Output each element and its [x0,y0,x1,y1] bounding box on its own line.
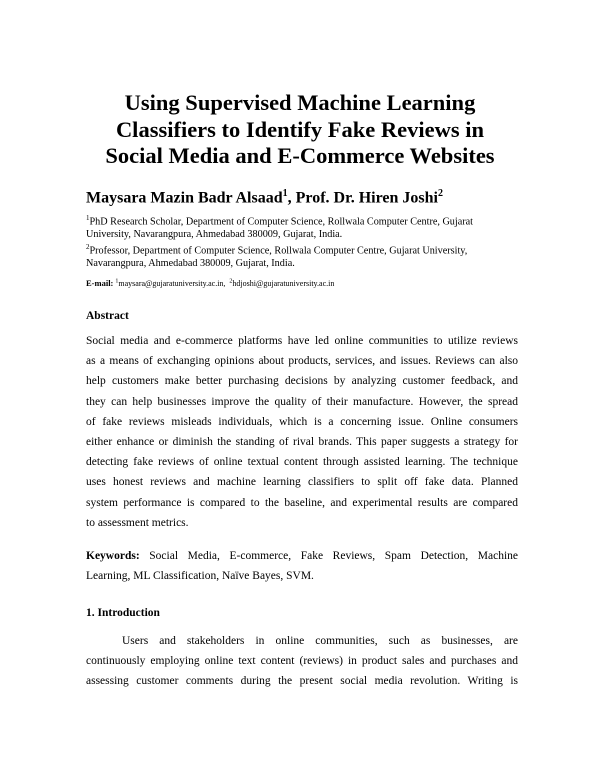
author-affiliation-mark: 1 [282,188,288,199]
author-name: Maysara Mazin Badr Alsaad [86,189,283,207]
introduction-body [86,631,518,692]
abstract-line: they can help businesses improve the quality of their manufacture. However, the spread [86,395,518,408]
affiliation-line: University, Navarangpura, Ahmedabad 380009, Gujarat, India. [86,228,343,240]
author-line [86,188,443,207]
author-affiliation-mark: 2 [437,188,443,199]
title-line: Classifiers to Identify Fake Reviews in [115,116,485,142]
keywords-line: Learning, ML Classification, Naïve Bayes, SVM. [86,570,314,583]
email-mark: 2 [229,278,233,285]
introduction-line: assessing customer comments during the present social media revolution. Writing is [86,675,518,688]
affiliation-line: PhD Research Scholar, Department of Computer Science, Rollwala Computer Centre, Gujarat [89,216,473,228]
affiliation-line: Navarangpura, Ahmedabad 380009, Gujarat, India. [86,257,295,269]
paper-title [40,90,560,170]
abstract-line: help customers make better purchasing decisions by analyzing customer feedback, and [86,375,518,388]
keywords-text: Social Media, E-commerce, Fake Reviews, Spam Detection, Machine [149,550,518,562]
abstract-line: of fake reviews misleads individuals, which is a concerning issue. Online consumers [86,415,518,428]
keywords-line [86,546,518,566]
abstract-line: system performance is compared to the baseline, and experimental results are compared [86,496,518,509]
title-line: Social Media and E-Commerce Websites [105,143,495,168]
title-line: Using Supervised Machine Learning [124,90,476,115]
abstract-line: either enhance or diminish the standing of rival brands. This paper suggests a strategy for [86,435,518,448]
email-label: E-mail: [86,278,114,288]
abstract-line: to assessment metrics. [86,516,189,529]
email-line [86,278,334,288]
abstract-line: as a means of exchanging opinions about products, services, and issues. Reviews can also [86,355,518,368]
email-mark: 1 [115,278,119,285]
affiliation-mark: 1 [86,214,90,222]
affiliation-mark: 2 [86,243,90,251]
email-address[interactable]: hdjoshi@gujaratuniversity.ac.in [232,279,335,288]
keywords-block [86,546,518,586]
abstract-line: uses honest reviews and machine learning classifiers to split off fake data. Planned [86,476,518,489]
email-address[interactable]: maysara@gujaratuniversity.ac.in, [118,279,226,288]
introduction-line: Users and stakeholders in online communities, such as businesses, are [122,635,518,647]
affiliation-2 [86,241,518,270]
introduction-heading: 1. Introduction [86,607,160,619]
abstract-heading: Abstract [86,310,129,322]
introduction-line: continuously employing online text content (reviews) in product sales and purchases and [86,655,518,668]
affiliation-line: Professor, Department of Computer Science, Rollwala Computer Centre, Gujarat University, [89,245,468,257]
affiliation-1 [86,212,518,241]
abstract-line: detecting fake reviews of online textual content through assisted learning. The technique [86,456,518,469]
abstract-body [86,331,518,533]
abstract-line: Social media and e-commerce platforms have led online communities to utilize reviews [86,335,518,347]
author-name: Prof. Dr. Hiren Joshi [295,189,438,207]
author-separator: , [287,189,296,207]
keywords-label: Keywords: [86,550,140,562]
